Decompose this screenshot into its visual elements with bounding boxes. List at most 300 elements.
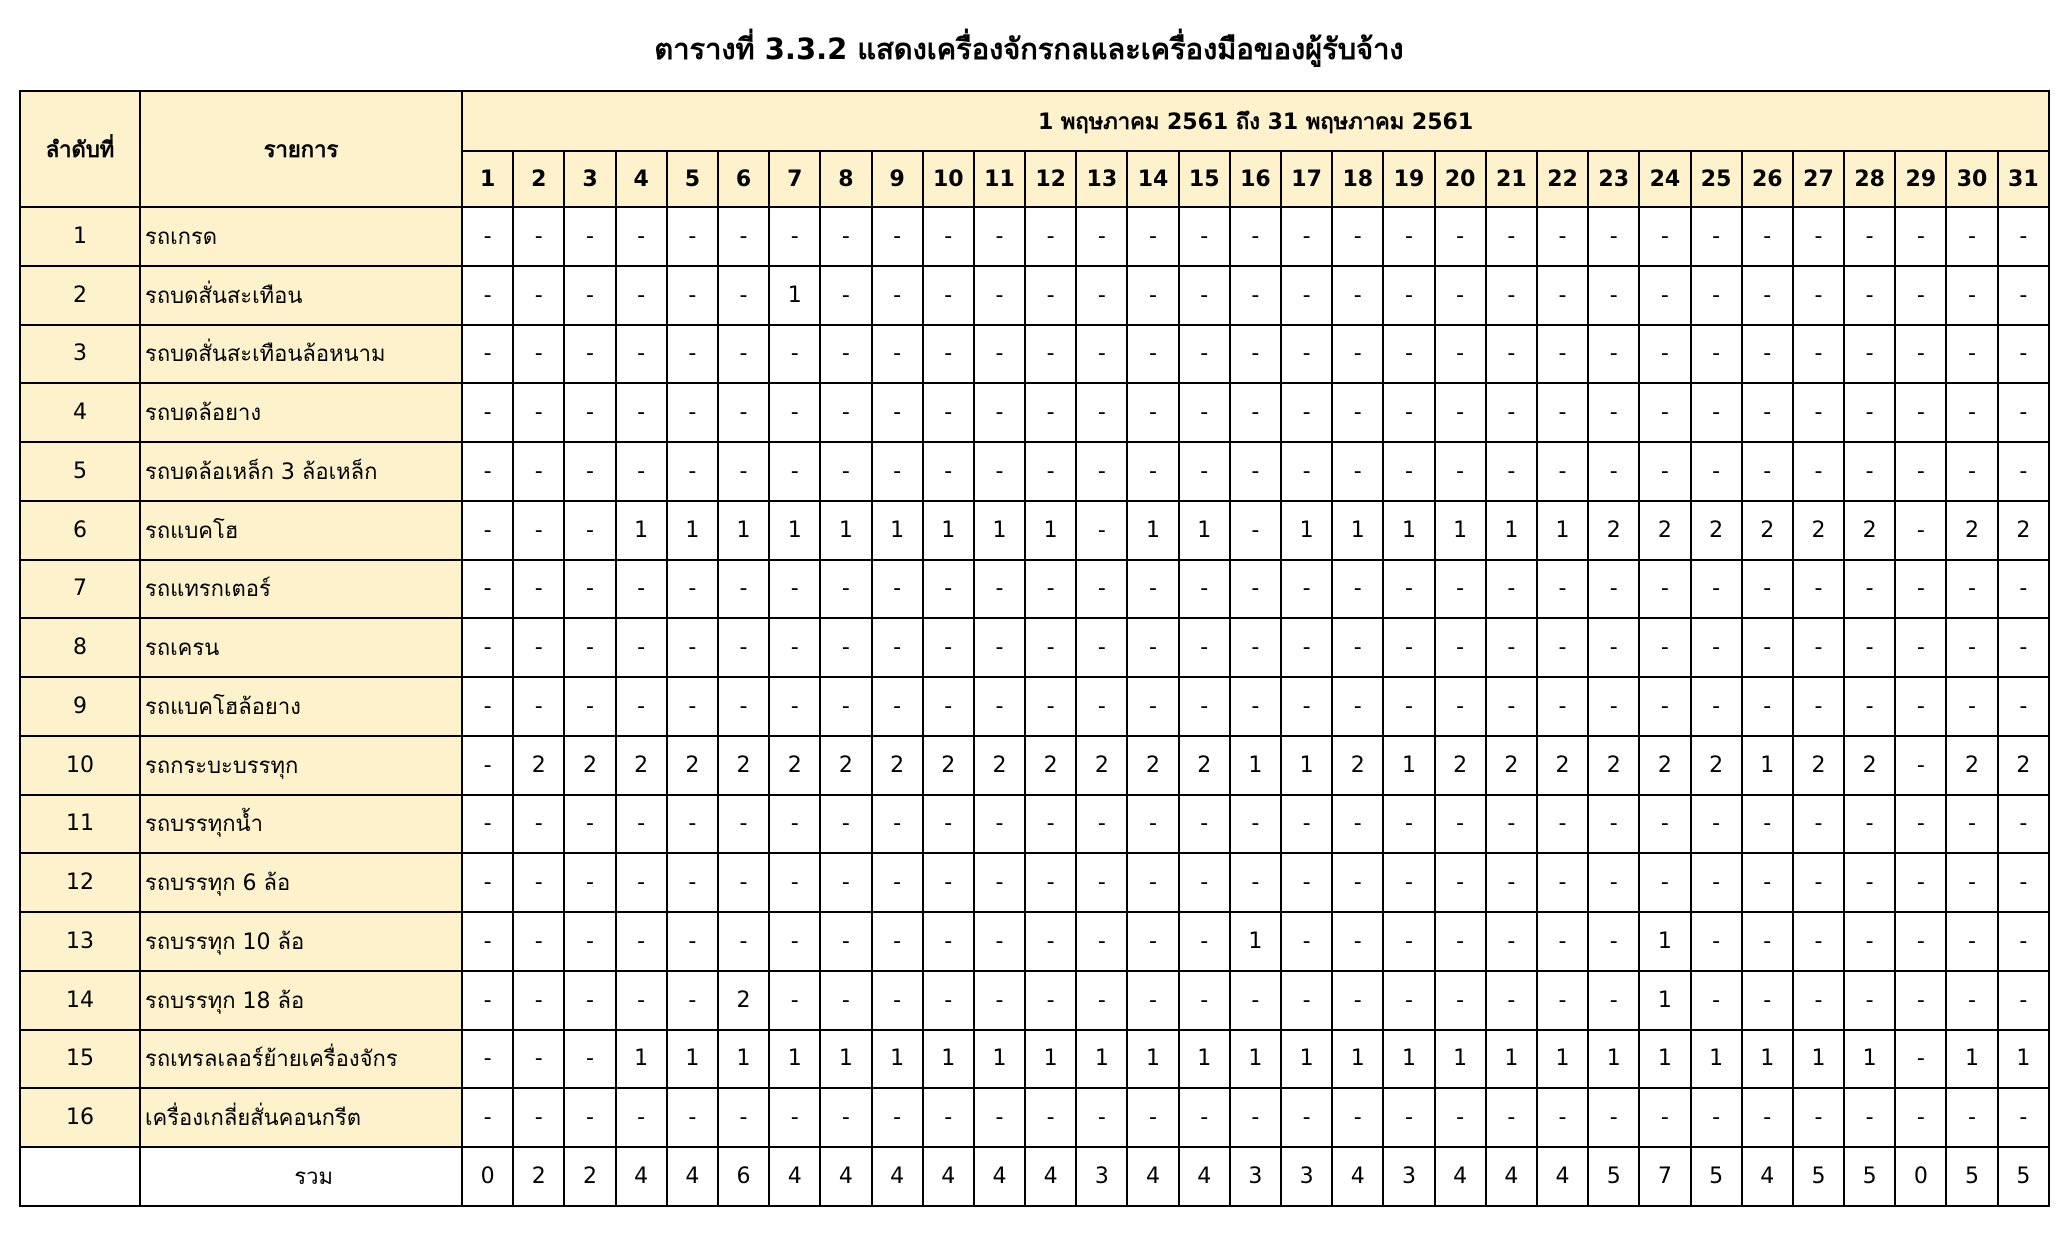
table-row	[20, 560, 2049, 619]
day-cell: -	[1025, 677, 1076, 736]
day-cell: -	[1332, 207, 1383, 266]
day-cell: -	[974, 795, 1025, 854]
day-cell: -	[1639, 618, 1690, 677]
day-cell: -	[1793, 266, 1844, 325]
day-cell: -	[667, 266, 718, 325]
day-cell: 1	[1332, 1030, 1383, 1089]
day-cell: -	[564, 560, 615, 619]
total-day-cell: 3	[1383, 1147, 1434, 1206]
day-cell: -	[718, 853, 769, 912]
day-cell: -	[769, 207, 820, 266]
day-cell: -	[1691, 1088, 1742, 1147]
day-cell: -	[1639, 795, 1690, 854]
day-cell: -	[1230, 618, 1281, 677]
day-cell: -	[974, 325, 1025, 384]
day-cell: -	[1127, 560, 1178, 619]
day-header-25: 25	[1691, 151, 1742, 207]
total-day-cell: 4	[974, 1147, 1025, 1206]
day-cell: -	[718, 325, 769, 384]
day-cell: -	[1588, 795, 1639, 854]
day-cell: -	[1230, 442, 1281, 501]
row-item-name: รถบรรทุก 10 ล้อ	[140, 912, 462, 971]
table-body	[20, 207, 2049, 1206]
day-cell: -	[872, 1088, 923, 1147]
day-cell: -	[1486, 677, 1537, 736]
row-item-name: รถบดล้อยาง	[140, 383, 462, 442]
day-cell: -	[1127, 383, 1178, 442]
day-cell: -	[1742, 853, 1793, 912]
day-cell: -	[1179, 912, 1230, 971]
day-cell: 1	[820, 1030, 871, 1089]
day-cell: -	[616, 560, 667, 619]
day-cell: -	[1793, 912, 1844, 971]
day-header-8: 8	[820, 151, 871, 207]
day-cell: 1	[1383, 501, 1434, 560]
row-sequence: 5	[20, 442, 140, 501]
day-cell: 2	[1076, 736, 1127, 795]
day-cell: -	[1486, 912, 1537, 971]
day-cell: -	[1383, 266, 1434, 325]
day-cell: -	[1076, 383, 1127, 442]
day-cell: -	[1281, 1088, 1332, 1147]
day-cell: -	[616, 795, 667, 854]
day-cell: -	[872, 912, 923, 971]
day-cell: -	[1076, 325, 1127, 384]
day-header-31: 31	[1998, 151, 2049, 207]
day-cell: -	[462, 501, 513, 560]
day-cell: -	[1332, 853, 1383, 912]
day-cell: -	[1742, 795, 1793, 854]
day-cell: -	[1844, 442, 1895, 501]
day-header-4: 4	[616, 151, 667, 207]
day-cell: -	[462, 677, 513, 736]
day-cell: -	[1742, 677, 1793, 736]
day-cell: -	[1588, 266, 1639, 325]
day-cell: -	[513, 971, 564, 1030]
day-cell: 2	[1435, 736, 1486, 795]
day-cell: -	[1691, 853, 1742, 912]
row-item-name: รถบดสั่นสะเทือน	[140, 266, 462, 325]
day-cell: -	[872, 795, 923, 854]
table-row	[20, 853, 2049, 912]
day-cell: 1	[1025, 1030, 1076, 1089]
day-cell: 1	[1230, 736, 1281, 795]
day-cell: 1	[1998, 1030, 2049, 1089]
day-cell: -	[769, 853, 820, 912]
day-cell: -	[1332, 677, 1383, 736]
day-cell: -	[923, 912, 974, 971]
day-cell: 1	[1025, 501, 1076, 560]
day-header-5: 5	[667, 151, 718, 207]
day-cell: -	[1946, 325, 1997, 384]
row-sequence: 16	[20, 1088, 140, 1147]
day-cell: 1	[1435, 501, 1486, 560]
day-cell: -	[1998, 560, 2049, 619]
day-cell: -	[1793, 325, 1844, 384]
day-cell: -	[1332, 1088, 1383, 1147]
day-cell: -	[1793, 383, 1844, 442]
row-item-name: รถบรรทุก 6 ล้อ	[140, 853, 462, 912]
day-cell: -	[1486, 207, 1537, 266]
day-cell: -	[1383, 971, 1434, 1030]
row-sequence: 12	[20, 853, 140, 912]
row-item-name: รถบดสั่นสะเทือนล้อหนาม	[140, 325, 462, 384]
day-cell: 1	[872, 1030, 923, 1089]
day-cell: -	[820, 853, 871, 912]
day-cell: -	[872, 971, 923, 1030]
day-cell: -	[513, 618, 564, 677]
table-row	[20, 1088, 2049, 1147]
day-cell: -	[1895, 383, 1946, 442]
day-cell: 1	[1588, 1030, 1639, 1089]
day-cell: -	[616, 383, 667, 442]
day-cell: -	[974, 912, 1025, 971]
day-header-9: 9	[872, 151, 923, 207]
day-cell: -	[1793, 560, 1844, 619]
day-cell: -	[1383, 853, 1434, 912]
day-cell: -	[1793, 618, 1844, 677]
day-cell: -	[564, 1030, 615, 1089]
day-cell: -	[1025, 266, 1076, 325]
day-cell: -	[1588, 971, 1639, 1030]
period-header: 1 พฤษภาคม 2561 ถึง 31 พฤษภาคม 2561	[462, 91, 2049, 151]
sequence-header: ลำดับที่	[20, 91, 140, 207]
day-cell: -	[923, 383, 974, 442]
day-cell: -	[1435, 677, 1486, 736]
day-cell: -	[718, 912, 769, 971]
day-cell: -	[1691, 618, 1742, 677]
day-cell: -	[820, 207, 871, 266]
day-cell: -	[1179, 677, 1230, 736]
day-cell: -	[718, 207, 769, 266]
day-cell: -	[1844, 383, 1895, 442]
day-cell: -	[1281, 442, 1332, 501]
day-cell: -	[513, 1088, 564, 1147]
day-cell: -	[667, 1088, 718, 1147]
day-cell: 2	[1844, 736, 1895, 795]
day-cell: -	[1025, 1088, 1076, 1147]
row-sequence: 6	[20, 501, 140, 560]
day-cell: -	[667, 560, 718, 619]
day-cell: -	[1435, 383, 1486, 442]
day-cell: 1	[1332, 501, 1383, 560]
day-header-3: 3	[564, 151, 615, 207]
day-cell: -	[1230, 266, 1281, 325]
day-cell: -	[974, 207, 1025, 266]
day-cell: -	[1127, 618, 1178, 677]
day-cell: 1	[1435, 1030, 1486, 1089]
day-cell: -	[1435, 912, 1486, 971]
day-cell: -	[1435, 560, 1486, 619]
row-item-name: รถเกรด	[140, 207, 462, 266]
day-cell: -	[1998, 971, 2049, 1030]
day-cell: -	[462, 971, 513, 1030]
day-cell: -	[923, 853, 974, 912]
day-cell: 2	[1844, 501, 1895, 560]
row-item-name: รถเครน	[140, 618, 462, 677]
day-cell: -	[1230, 1088, 1281, 1147]
day-cell: -	[1588, 560, 1639, 619]
total-day-cell: 4	[1025, 1147, 1076, 1206]
day-cell: 2	[1691, 501, 1742, 560]
day-cell: 1	[1230, 1030, 1281, 1089]
day-cell: -	[1332, 560, 1383, 619]
day-cell: -	[1076, 560, 1127, 619]
day-cell: -	[1332, 442, 1383, 501]
day-cell: -	[616, 325, 667, 384]
day-cell: -	[1025, 795, 1076, 854]
day-cell: 2	[1639, 736, 1690, 795]
day-cell: -	[1127, 1088, 1178, 1147]
day-cell: -	[1281, 618, 1332, 677]
day-cell: -	[1127, 971, 1178, 1030]
day-cell: -	[1742, 442, 1793, 501]
day-cell: 2	[1691, 736, 1742, 795]
day-cell: -	[667, 795, 718, 854]
day-cell: -	[820, 383, 871, 442]
day-cell: -	[974, 677, 1025, 736]
day-cell: 2	[718, 736, 769, 795]
day-cell: 2	[1537, 736, 1588, 795]
day-cell: -	[1793, 1088, 1844, 1147]
day-cell: -	[1486, 618, 1537, 677]
day-cell: -	[1844, 325, 1895, 384]
total-day-cell: 4	[1486, 1147, 1537, 1206]
day-cell: -	[1946, 677, 1997, 736]
day-cell: 1	[923, 501, 974, 560]
day-cell: -	[1537, 853, 1588, 912]
day-cell: -	[1230, 677, 1281, 736]
total-day-cell: 4	[923, 1147, 974, 1206]
day-cell: -	[1691, 560, 1742, 619]
day-header-26: 26	[1742, 151, 1793, 207]
header-row-period	[20, 91, 2049, 151]
day-cell: -	[1383, 1088, 1434, 1147]
day-cell: -	[564, 266, 615, 325]
contractor-machinery-table	[19, 90, 2050, 1207]
day-cell: -	[1998, 677, 2049, 736]
day-cell: -	[1076, 912, 1127, 971]
total-day-cell: 2	[564, 1147, 615, 1206]
day-cell: -	[667, 207, 718, 266]
day-header-16: 16	[1230, 151, 1281, 207]
day-cell: -	[820, 677, 871, 736]
day-cell: -	[1895, 912, 1946, 971]
total-day-cell: 0	[462, 1147, 513, 1206]
day-cell: 1	[1281, 736, 1332, 795]
day-cell: 1	[1639, 1030, 1690, 1089]
row-item-name: รถแบคโฮ	[140, 501, 462, 560]
day-cell: -	[974, 266, 1025, 325]
day-cell: -	[1230, 207, 1281, 266]
day-cell: 2	[667, 736, 718, 795]
day-cell: 1	[1486, 1030, 1537, 1089]
day-cell: -	[820, 795, 871, 854]
day-cell: -	[1588, 383, 1639, 442]
total-day-cell: 5	[1946, 1147, 1997, 1206]
day-cell: -	[1946, 618, 1997, 677]
day-cell: 2	[1946, 736, 1997, 795]
day-cell: -	[769, 442, 820, 501]
day-cell: 2	[1639, 501, 1690, 560]
day-header-6: 6	[718, 151, 769, 207]
day-cell: -	[1895, 560, 1946, 619]
row-item-name: เครื่องเกลี่ยสั่นคอนกรีต	[140, 1088, 462, 1147]
day-cell: 1	[1383, 1030, 1434, 1089]
day-cell: -	[513, 266, 564, 325]
day-cell: -	[1332, 325, 1383, 384]
day-cell: -	[564, 325, 615, 384]
day-header-1: 1	[462, 151, 513, 207]
day-cell: 2	[1127, 736, 1178, 795]
day-cell: -	[1486, 1088, 1537, 1147]
day-cell: -	[1281, 383, 1332, 442]
total-label: รวม	[140, 1147, 462, 1206]
day-cell: -	[1895, 266, 1946, 325]
day-cell: -	[1537, 677, 1588, 736]
day-cell: -	[1332, 266, 1383, 325]
day-cell: -	[1537, 266, 1588, 325]
day-cell: -	[667, 442, 718, 501]
day-cell: 1	[1179, 1030, 1230, 1089]
day-cell: 2	[564, 736, 615, 795]
day-header-17: 17	[1281, 151, 1332, 207]
row-sequence: 8	[20, 618, 140, 677]
day-cell: 1	[616, 501, 667, 560]
day-cell: -	[462, 1088, 513, 1147]
day-cell: -	[616, 266, 667, 325]
row-sequence: 1	[20, 207, 140, 266]
day-header-22: 22	[1537, 151, 1588, 207]
day-cell: -	[564, 383, 615, 442]
day-cell: -	[462, 207, 513, 266]
day-cell: -	[718, 677, 769, 736]
day-cell: 1	[1537, 501, 1588, 560]
day-cell: -	[1588, 853, 1639, 912]
day-cell: -	[1895, 1088, 1946, 1147]
day-cell: -	[667, 971, 718, 1030]
total-day-cell: 3	[1230, 1147, 1281, 1206]
day-cell: -	[564, 971, 615, 1030]
day-cell: -	[1383, 618, 1434, 677]
day-cell: -	[1281, 853, 1332, 912]
day-cell: -	[974, 853, 1025, 912]
day-cell: -	[1383, 677, 1434, 736]
day-cell: -	[769, 325, 820, 384]
total-day-cell: 4	[1537, 1147, 1588, 1206]
day-cell: -	[974, 1088, 1025, 1147]
table-row	[20, 677, 2049, 736]
table-row	[20, 501, 2049, 560]
day-cell: 1	[1179, 501, 1230, 560]
day-cell: -	[1537, 207, 1588, 266]
day-cell: -	[1844, 266, 1895, 325]
day-cell: -	[1025, 853, 1076, 912]
table-row	[20, 442, 2049, 501]
day-cell: -	[1127, 266, 1178, 325]
day-cell: -	[1844, 1088, 1895, 1147]
day-cell: -	[718, 383, 769, 442]
day-cell: -	[1076, 853, 1127, 912]
day-cell: -	[1281, 560, 1332, 619]
day-cell: -	[1895, 1030, 1946, 1089]
day-cell: -	[1127, 207, 1178, 266]
day-cell: -	[1691, 677, 1742, 736]
day-cell: -	[564, 677, 615, 736]
day-cell: -	[564, 795, 615, 854]
day-cell: -	[564, 442, 615, 501]
row-sequence: 11	[20, 795, 140, 854]
row-sequence: 3	[20, 325, 140, 384]
day-cell: -	[718, 618, 769, 677]
row-sequence: 2	[20, 266, 140, 325]
total-day-cell: 4	[616, 1147, 667, 1206]
day-header-10: 10	[923, 151, 974, 207]
day-cell: -	[1742, 383, 1793, 442]
day-cell: 1	[616, 1030, 667, 1089]
day-cell: -	[1793, 971, 1844, 1030]
day-cell: -	[1844, 560, 1895, 619]
day-cell: -	[1230, 560, 1281, 619]
day-cell: -	[769, 971, 820, 1030]
day-cell: 1	[1844, 1030, 1895, 1089]
day-cell: -	[1895, 325, 1946, 384]
table-row	[20, 266, 2049, 325]
day-cell: -	[1639, 207, 1690, 266]
day-cell: -	[513, 560, 564, 619]
day-cell: 2	[820, 736, 871, 795]
total-day-cell: 5	[1998, 1147, 2049, 1206]
row-item-name: รถบรรทุกน้ำ	[140, 795, 462, 854]
day-cell: -	[1025, 207, 1076, 266]
day-cell: -	[718, 442, 769, 501]
day-cell: 1	[1230, 912, 1281, 971]
day-header-27: 27	[1793, 151, 1844, 207]
day-cell: -	[616, 971, 667, 1030]
day-cell: -	[1281, 325, 1332, 384]
day-cell: -	[1281, 795, 1332, 854]
day-cell: -	[1486, 383, 1537, 442]
day-cell: -	[1332, 795, 1383, 854]
day-cell: -	[616, 207, 667, 266]
total-day-cell: 3	[1076, 1147, 1127, 1206]
day-cell: -	[1844, 853, 1895, 912]
day-cell: -	[1537, 325, 1588, 384]
day-cell: -	[1895, 618, 1946, 677]
table-row	[20, 971, 2049, 1030]
day-cell: -	[462, 912, 513, 971]
day-cell: 2	[718, 971, 769, 1030]
day-cell: -	[923, 677, 974, 736]
total-day-cell: 5	[1588, 1147, 1639, 1206]
day-cell: -	[974, 442, 1025, 501]
day-cell: 2	[1998, 736, 2049, 795]
day-cell: -	[1281, 207, 1332, 266]
total-day-cell: 3	[1281, 1147, 1332, 1206]
day-cell: -	[923, 560, 974, 619]
day-cell: -	[564, 618, 615, 677]
day-cell: -	[1025, 383, 1076, 442]
day-cell: -	[564, 853, 615, 912]
day-cell: 1	[667, 501, 718, 560]
total-day-cell: 5	[1844, 1147, 1895, 1206]
day-cell: -	[1895, 853, 1946, 912]
day-cell: -	[820, 560, 871, 619]
day-cell: -	[513, 501, 564, 560]
day-cell: -	[1179, 383, 1230, 442]
day-cell: -	[1793, 207, 1844, 266]
day-cell: -	[872, 618, 923, 677]
